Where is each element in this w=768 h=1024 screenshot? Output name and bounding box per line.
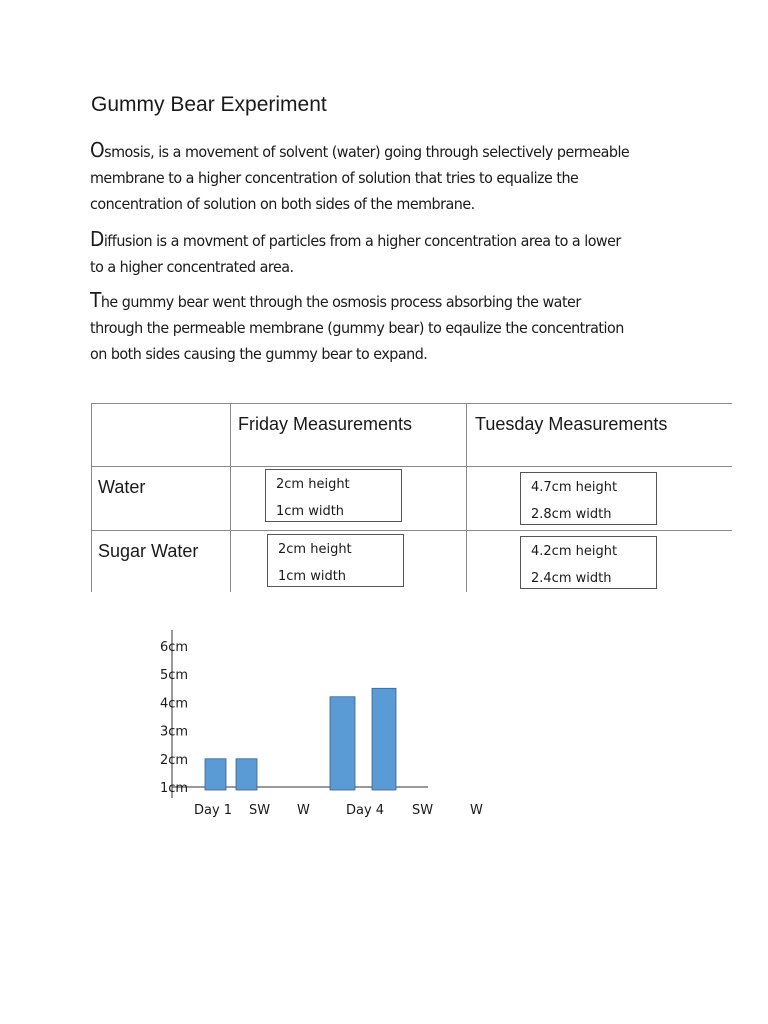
x-tick-label: Day 1 [194, 803, 233, 818]
row-label-water: Water [98, 477, 146, 497]
chart-canvas [150, 620, 510, 830]
sugar-water-friday-cell [267, 534, 404, 587]
width-value: 2.4cm width [531, 571, 612, 586]
width-value: 1cm width [276, 504, 345, 519]
x-tick-label: W [470, 803, 483, 818]
y-tick-label: 5cm [160, 668, 189, 684]
paragraph-line: through the permeable membrane (gummy bear) to eqaulize the concentration [90, 319, 624, 337]
paragraph-line: on both sides causing the gummy bear to expand. [90, 345, 428, 363]
y-tick-label: 6cm [160, 640, 189, 655]
diffusion-paragraph [90, 226, 648, 280]
header-friday-measurements: Friday Measurements [238, 414, 413, 434]
x-tick-label: Day 4 [346, 803, 385, 818]
height-value: 2cm height [276, 477, 350, 492]
x-tick-label: SW [249, 803, 271, 818]
table-border-left [91, 403, 92, 592]
table-border-top [91, 403, 732, 404]
width-value: 1cm width [278, 569, 347, 584]
chart-bar [205, 759, 226, 790]
water-tuesday-cell [520, 472, 657, 525]
y-tick-label: 2cm [160, 752, 189, 768]
table-row-divider [91, 466, 732, 467]
x-tick-label: W [297, 803, 310, 818]
table-col-divider [466, 403, 467, 592]
sugar-water-tuesday-cell [520, 536, 657, 589]
y-tick-label: 4cm [160, 696, 189, 712]
height-value: 2cm height [278, 542, 352, 557]
header-tuesday-measurements: Tuesday Measurements [475, 414, 668, 434]
height-value: 4.7cm height [531, 480, 618, 495]
width-value: 2.8cm width [531, 507, 612, 522]
y-tick-label: 1cm [160, 781, 189, 796]
paragraph-lead-letter: D [90, 227, 104, 251]
height-value: 4.2cm height [531, 544, 618, 559]
measurements-table [91, 403, 732, 592]
paragraph-line: smosis, is a movement of solvent (water) going through selectively permeable [104, 143, 630, 161]
table-row-divider [91, 530, 732, 531]
paragraph-line: concentration of solution on both sides of the membrane. [90, 195, 475, 213]
chart-bar [330, 697, 355, 790]
paragraph-line: iffusion is a movment of particles from a higher concentration area to a lower [103, 232, 621, 250]
chart-bar [236, 759, 257, 790]
x-tick-label: SW [412, 803, 434, 818]
row-label-sugar-water: Sugar Water [98, 541, 199, 561]
paragraph-line: he gummy bear went through the osmosis process absorbing the water [100, 293, 581, 311]
paragraph-line: membrane to a higher concentration of solution that tries to equalize the [90, 169, 579, 187]
y-tick-label: 3cm [160, 724, 189, 740]
document-title: Gummy Bear Experiment [91, 93, 327, 116]
gummy-bear-bar-chart [150, 620, 510, 830]
paragraph-lead-letter: T [90, 288, 101, 312]
chart-bar [372, 688, 396, 790]
water-friday-cell [265, 469, 402, 522]
paragraph-lead-letter: O [90, 138, 105, 162]
table-col-divider [230, 403, 231, 592]
gummy-bear-paragraph [90, 287, 648, 367]
paragraph-line: to a higher concentrated area. [90, 258, 294, 276]
osmosis-paragraph [90, 137, 648, 217]
